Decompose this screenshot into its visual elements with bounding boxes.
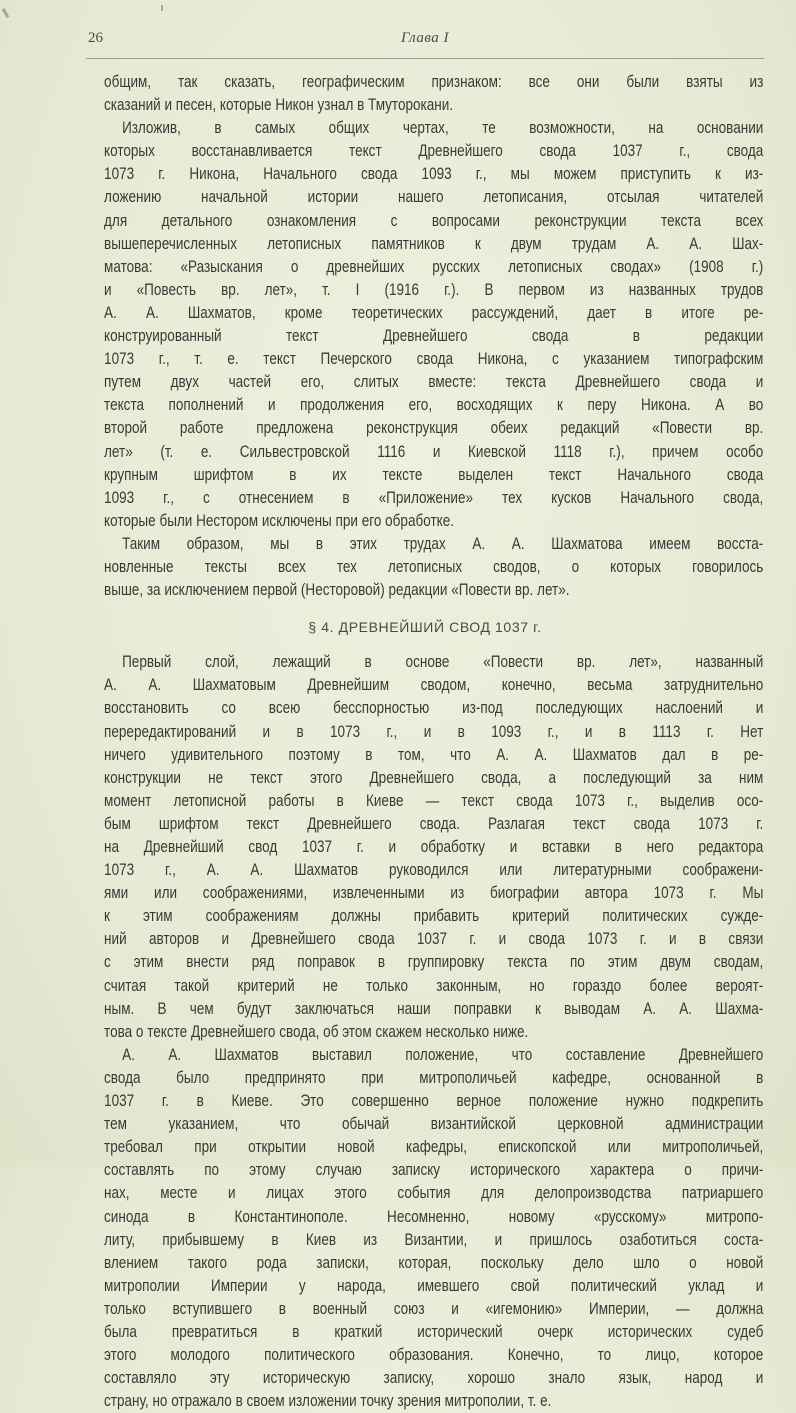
text-line: сказаний и песен, которые Никон узнал в Тмуторокани. — [104, 96, 454, 115]
text-line: была превратиться в краткий исторический очерк исторических судеб — [104, 1322, 764, 1341]
text-line: матова: «Разыскания о древнейших русских летописных сводах» (1908 г.) — [104, 257, 764, 276]
paragraph — [86, 117, 763, 533]
header-rule — [86, 58, 764, 59]
text-line: к этим соображениям должны прибавить критерий политических сужде- — [104, 907, 764, 926]
text-line: которые были Нестором исключены при его обработке. — [104, 511, 455, 530]
text-line: страну, но отражало в своем изложении точку зрения митрополии, т. е. — [104, 1392, 552, 1411]
text-line: синода в Константинополе. Несомненно, новому «русскому» митропо- — [104, 1207, 764, 1226]
text-line: второй работе предложена реконструкция обеих редакций «Повести вр. — [104, 419, 764, 438]
paragraph — [86, 71, 763, 117]
body-text — [86, 71, 764, 1413]
text-line: текста пополнений и продолжения его, восходящих к перу Никона. А во — [104, 396, 764, 415]
text-line: 1073 г., т. е. текст Печерского свода Никона, с указанием типографским — [104, 350, 764, 369]
text-line: перередактирований и в 1073 г., и в 1093 г., и в 1113 г. Нет — [104, 722, 764, 741]
text-line: 1093 г., с отнесением в «Приложение» тех кусков Начального свода, — [104, 488, 764, 507]
text-line: составляло эту историческую записку, хорошо знало язык, народ и — [104, 1369, 764, 1388]
paragraph — [86, 1044, 763, 1413]
text-line: с этим внести ряд поправок в группировку текста по этим двум сводам, — [104, 953, 764, 972]
text-line: литу, прибывшему в Киев из Византии, и пришлось озаботиться соста- — [104, 1230, 764, 1249]
text-line: для детального ознакомления с вопросами реконструкции текста всех — [104, 211, 764, 230]
text-line: 1037 г. в Киеве. Это совершенно верное положение нужно подкрепить — [104, 1092, 764, 1111]
text-line: 1073 г. Никона, Начального свода 1093 г., мы можем приступить к из- — [104, 165, 764, 184]
text-line: восстановить со всею бесспорностью из-под последующих наслоений и — [104, 699, 764, 718]
text-line: которых восстанавливается текст Древнейшего свода 1037 г., свода — [104, 142, 764, 161]
text-line: и «Повесть вр. лет», т. I (1916 г.). В первом из названных трудов — [104, 280, 764, 299]
text-line: ничего удивительного поэтому в том, что А. А. Шахматов дал в ре- — [104, 745, 764, 764]
text-line: составлять по этому случаю записку исторического характера о причи- — [104, 1161, 764, 1180]
text-line: това о тексте Древнейшего свода, об этом скажем несколько ниже. — [104, 1022, 529, 1041]
paragraph — [86, 533, 763, 602]
text-line: ложению начальной истории нашего летописания, отсылая читателей — [104, 188, 764, 207]
text-line: требовал при открытии новой кафедры, епископской или митрополичьей, — [104, 1138, 764, 1157]
text-line: А. А. Шахматовым Древнейшим сводом, конечно, весьма затруднительно — [104, 676, 764, 695]
text-line: ями или соображениями, извлеченными из биографии автора 1073 г. Мы — [104, 884, 764, 903]
text-line: крупным шрифтом в их тексте выделен текст Начального свода — [104, 465, 764, 484]
text-line: влением такого рода записки, которая, поскольку дело шло о новой — [104, 1253, 764, 1272]
text-line: общим, так сказать, географическим признаком: все они были взяты из — [104, 73, 764, 91]
text-line: Первый слой, лежащий в основе «Повести вр. лет», названный — [122, 653, 764, 672]
text-line: ным. В чем будут заключаться наши поправки к выводам А. А. Шахма- — [104, 999, 764, 1018]
pre-section-text — [86, 71, 763, 602]
text-line: на Древнейший свод 1037 г. и обработку и вставки в него редактора — [104, 838, 764, 856]
text-line: ний авторов и Древнейшего свода 1037 г. и свода 1073 г. и в связи — [104, 930, 764, 949]
page-header — [86, 30, 764, 54]
text-line: конструкции не текст этого Древнейшего свода, а последующий за ним — [104, 768, 764, 787]
text-line: выше, за исключением первой (Несторовой) редакции «Повести вр. лет». — [104, 581, 570, 600]
text-line: тем указанием, что обычай византийской церковной администрации — [104, 1115, 764, 1134]
section-heading: § 4. ДРЕВНЕЙШИЙ СВОД 1037 г. — [308, 619, 542, 636]
text-line: путем двух частей его, слитых вместе: текста Древнейшего свода и — [104, 373, 764, 392]
running-head: Глава I — [400, 30, 450, 46]
book-page — [86, 30, 764, 1413]
text-line: А. А. Шахматов выставил положение, что составление Древнейшего — [122, 1045, 764, 1064]
text-line: бым шрифтом текст Древнейшего свода. Разлагая текст свода 1073 г. — [104, 814, 764, 833]
text-line: свода было предпринято при митрополичьей кафедре, основанной в — [104, 1068, 764, 1087]
text-line: А. А. Шахматов, кроме теоретических рассуждений, дает в итоге ре- — [104, 303, 764, 322]
text-line: считая такой критерий не только законным, но гораздо более вероят- — [104, 976, 764, 995]
scan-speck — [2, 8, 10, 18]
paragraph — [86, 651, 763, 1044]
text-line: этого молодого политического образования. Конечно, то лицо, которое — [104, 1346, 764, 1365]
text-line: Таким образом, мы в этих трудах А. А. Шахматова имеем восста- — [122, 534, 764, 553]
text-line: 1073 г., А. А. Шахматов руководился или литературными соображени- — [104, 861, 764, 880]
scan-speck — [161, 5, 163, 11]
text-line: митрополии Империи у народа, имевшего свой политический уклад и — [104, 1276, 764, 1295]
text-line: конструированный текст Древнейшего свода в редакции — [104, 327, 764, 346]
section-text — [86, 651, 763, 1413]
text-line: Изложив, в самых общих чертах, те возможности, на основании — [122, 119, 764, 138]
text-line: вышеперечисленных летописных памятников к двум трудам А. А. Шах- — [104, 234, 764, 253]
text-line: лет» (т. е. Сильвестровской 1116 и Киевской 1118 г.), причем особо — [104, 442, 764, 461]
page-number: 26 — [88, 30, 103, 46]
text-line: только вступившего в военный союз и «игемонию» Империи, — должна — [104, 1299, 764, 1318]
text-line: нах, месте и лицах этого события для делопроизводства патриаршего — [104, 1184, 764, 1203]
text-line: момент летописной работы в Киеве — текст свода 1073 г., выделив осо- — [104, 791, 764, 810]
text-line: новленные тексты всех тех летописных сводов, о которых говорилось — [104, 557, 764, 576]
